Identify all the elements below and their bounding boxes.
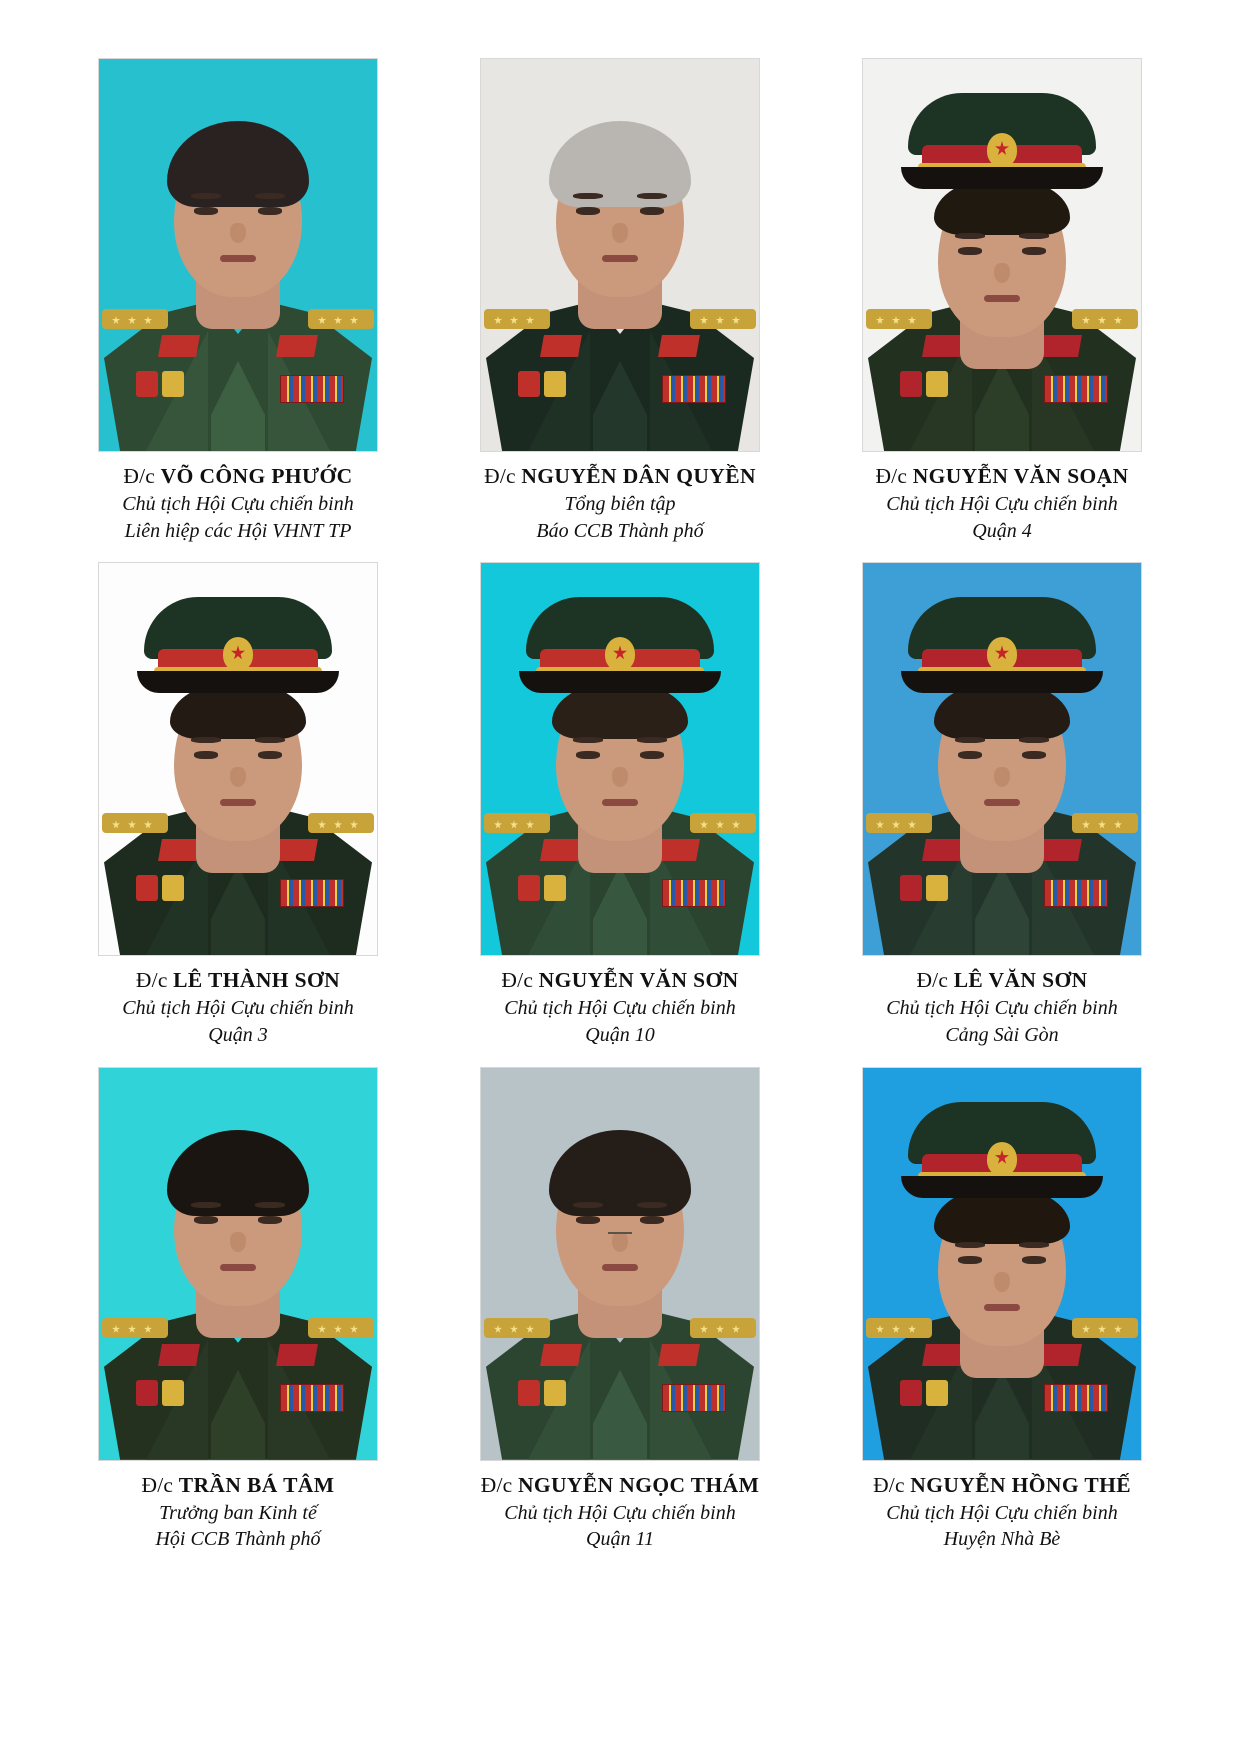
- shoulder-board-right: [690, 813, 756, 833]
- mouth: [984, 1304, 1020, 1311]
- person-name-line: [886, 966, 1117, 995]
- person-name: NGUYỄN VĂN SƠN: [538, 968, 739, 993]
- mouth: [984, 295, 1020, 302]
- portrait-caption: [122, 966, 353, 1048]
- eyebrow-left: [191, 1202, 221, 1208]
- person-name: NGUYỄN NGỌC THÁM: [517, 1472, 760, 1497]
- shoulder-board-right: [308, 813, 374, 833]
- collar-tab-right: [1040, 839, 1082, 861]
- mouth: [602, 1264, 638, 1271]
- medal-icon: [544, 875, 566, 901]
- collar-tab-left: [540, 839, 582, 861]
- shoulder-board-right: [1072, 309, 1138, 329]
- medal-icon: [518, 1380, 540, 1406]
- person-role: Chủ tịch Hội Cựu chiến binh: [886, 492, 1118, 515]
- portrait-grid: [62, 58, 1178, 1553]
- collar-tab-right: [1040, 1344, 1082, 1366]
- portrait-photo: [862, 58, 1142, 452]
- eye-right: [640, 207, 664, 215]
- person-role: Tổng biên tập: [564, 492, 676, 515]
- portrait-photo: [480, 1067, 760, 1461]
- person-name-line: [873, 1471, 1131, 1500]
- person-name: NGUYỄN DÂN QUYỀN: [521, 464, 756, 488]
- eye-left: [958, 247, 982, 255]
- mouth: [220, 799, 256, 806]
- person-role: Trưởng ban Kinh tế: [159, 1501, 317, 1524]
- eyebrow-left: [191, 193, 221, 199]
- military-cap-icon: [133, 597, 343, 697]
- ribbon-bar: [662, 879, 726, 907]
- person-role: Chủ tịch Hội Cựu chiến binh: [504, 997, 736, 1020]
- medal-icon: [518, 371, 540, 397]
- person-name-line: [481, 1471, 760, 1500]
- ribbon-bar: [1044, 375, 1108, 403]
- portrait-caption: [122, 462, 353, 544]
- collar-tab-right: [276, 335, 318, 357]
- mouth: [220, 255, 256, 262]
- person-name: LÊ THÀNH SƠN: [173, 968, 341, 993]
- person-name-line: [122, 966, 353, 995]
- person-role: Chủ tịch Hội Cựu chiến binh: [122, 492, 354, 515]
- shoulder-board-left: [102, 813, 168, 833]
- person-name: VÕ CÔNG PHƯỚC: [160, 464, 353, 488]
- ribbon-bar: [1044, 879, 1108, 907]
- portrait-cell: [826, 562, 1178, 1048]
- collar-tab-left: [922, 1344, 964, 1366]
- medal-icon: [162, 371, 184, 397]
- medal-icon: [926, 1380, 948, 1406]
- shoulder-board-left: [866, 813, 932, 833]
- shoulder-board-right: [1072, 1318, 1138, 1338]
- medal-icon: [900, 875, 922, 901]
- portrait-photo: [480, 58, 760, 452]
- portrait-caption: [875, 462, 1128, 544]
- nose: [230, 1232, 246, 1252]
- person-name-line: [501, 966, 738, 995]
- shoulder-board-left: [866, 1318, 932, 1338]
- collar-tab-right: [658, 335, 700, 357]
- medal-icon: [900, 371, 922, 397]
- collar-tab-right: [276, 1344, 318, 1366]
- ribbon-bar: [280, 1384, 344, 1412]
- eye-right: [258, 207, 282, 215]
- eye-left: [194, 751, 218, 759]
- medal-icon: [900, 1380, 922, 1406]
- military-cap-icon: [515, 597, 725, 697]
- portrait-photo: [480, 562, 760, 956]
- eye-left: [576, 207, 600, 215]
- portrait-photo: [98, 562, 378, 956]
- nose: [612, 767, 628, 787]
- shoulder-board-left: [484, 1318, 550, 1338]
- person-prefix: Đ/c: [141, 1472, 174, 1497]
- medal-icon: [926, 875, 948, 901]
- portrait-cell: [62, 1067, 414, 1553]
- person-name-line: [142, 1471, 335, 1500]
- eye-left: [958, 751, 982, 759]
- eye-right: [640, 751, 664, 759]
- eyebrow-right: [255, 193, 285, 199]
- eyebrow-right: [637, 193, 667, 199]
- portrait-cell: [444, 1067, 796, 1553]
- ribbon-bar: [662, 1384, 726, 1412]
- portrait-cell: [826, 1067, 1178, 1553]
- ribbon-bar: [662, 375, 726, 403]
- eye-right: [1022, 751, 1046, 759]
- person-unit: Quận 4: [972, 519, 1032, 542]
- eyebrow-left: [955, 1242, 985, 1248]
- shoulder-board-right: [690, 309, 756, 329]
- eye-right: [258, 1216, 282, 1224]
- collar-tab-left: [158, 839, 200, 861]
- person-name-line: [122, 462, 353, 491]
- eyebrow-right: [637, 1202, 667, 1208]
- portrait-photo: [862, 1067, 1142, 1461]
- collar-tab-right: [658, 1344, 700, 1366]
- person-role: Chủ tịch Hội Cựu chiến binh: [886, 1501, 1118, 1524]
- person-prefix: Đ/c: [875, 464, 908, 488]
- person-unit: Hội CCB Thành phố: [155, 1528, 321, 1551]
- portrait-caption: [501, 966, 738, 1048]
- medal-icon: [544, 371, 566, 397]
- person-prefix: Đ/c: [501, 968, 534, 993]
- eyebrow-right: [1019, 233, 1049, 239]
- eyeglasses-icon: [566, 1220, 674, 1246]
- nose: [612, 223, 628, 243]
- shoulder-board-right: [308, 1318, 374, 1338]
- shoulder-board-right: [690, 1318, 756, 1338]
- shoulder-board-left: [102, 1318, 168, 1338]
- eyebrow-right: [255, 1202, 285, 1208]
- military-cap-icon: [897, 597, 1107, 697]
- eye-right: [1022, 247, 1046, 255]
- shoulder-board-left: [484, 813, 550, 833]
- mouth: [602, 799, 638, 806]
- person-prefix: Đ/c: [916, 968, 949, 993]
- nose: [994, 263, 1010, 283]
- person-name-line: [875, 462, 1128, 491]
- portrait-caption: [873, 1471, 1131, 1553]
- portrait-caption: [484, 462, 756, 544]
- person-prefix: Đ/c: [873, 1472, 905, 1497]
- collar-tab-right: [276, 839, 318, 861]
- shoulder-board-right: [308, 309, 374, 329]
- shoulder-board-left: [866, 309, 932, 329]
- person-name-line: [484, 462, 756, 491]
- person-name: NGUYỄN HỒNG THẾ: [910, 1472, 1131, 1497]
- collar-tab-left: [540, 1344, 582, 1366]
- medal-icon: [926, 371, 948, 397]
- portrait-caption: [481, 1471, 760, 1553]
- portrait-cell: [62, 58, 414, 544]
- collar-tab-right: [658, 839, 700, 861]
- shoulder-board-left: [484, 309, 550, 329]
- collar-tab-left: [922, 839, 964, 861]
- collar-tab-left: [158, 335, 200, 357]
- medal-icon: [136, 371, 158, 397]
- portrait-caption: [886, 966, 1117, 1048]
- eye-left: [194, 207, 218, 215]
- collar-tab-left: [540, 335, 582, 357]
- person-prefix: Đ/c: [135, 968, 168, 993]
- eyebrow-left: [573, 1202, 603, 1208]
- person-prefix: Đ/c: [484, 464, 516, 488]
- mouth: [602, 255, 638, 262]
- military-cap-icon: [897, 1102, 1107, 1202]
- person-role: Chủ tịch Hội Cựu chiến binh: [504, 1501, 736, 1524]
- shoulder-board-left: [102, 309, 168, 329]
- nose: [230, 767, 246, 787]
- eye-right: [258, 751, 282, 759]
- portrait-photo: [98, 58, 378, 452]
- portrait-photo: [862, 562, 1142, 956]
- ribbon-bar: [280, 879, 344, 907]
- shoulder-board-right: [1072, 813, 1138, 833]
- person-unit: Cảng Sài Gòn: [945, 1023, 1059, 1046]
- person-unit: Báo CCB Thành phố: [536, 519, 704, 542]
- eye-left: [958, 1256, 982, 1264]
- mouth: [984, 799, 1020, 806]
- nose: [230, 223, 246, 243]
- military-cap-icon: [897, 93, 1107, 193]
- eyebrow-left: [955, 233, 985, 239]
- person-unit: Liên hiệp các Hội VHNT TP: [124, 519, 352, 542]
- medal-icon: [162, 1380, 184, 1406]
- medal-icon: [518, 875, 540, 901]
- portrait-caption: [142, 1471, 335, 1553]
- collar-tab-left: [158, 1344, 200, 1366]
- eye-left: [194, 1216, 218, 1224]
- eyebrow-right: [1019, 1242, 1049, 1248]
- person-role: Chủ tịch Hội Cựu chiến binh: [122, 997, 354, 1020]
- person-unit: Quận 10: [585, 1023, 655, 1046]
- person-name: NGUYỄN VĂN SOẠN: [912, 464, 1129, 488]
- collar-tab-left: [922, 335, 964, 357]
- medal-icon: [136, 875, 158, 901]
- portrait-cell: [444, 562, 796, 1048]
- portrait-cell: [62, 562, 414, 1048]
- nose: [994, 1272, 1010, 1292]
- portrait-cell: [444, 58, 796, 544]
- mouth: [220, 1264, 256, 1271]
- portrait-photo: [98, 1067, 378, 1461]
- eye-right: [1022, 1256, 1046, 1264]
- ribbon-bar: [280, 375, 344, 403]
- person-name: TRẦN BÁ TÂM: [178, 1472, 335, 1497]
- person-prefix: Đ/c: [123, 464, 156, 488]
- eyebrow-left: [573, 193, 603, 199]
- person-unit: Quận 11: [586, 1528, 654, 1551]
- eye-left: [576, 751, 600, 759]
- medal-icon: [162, 875, 184, 901]
- nose: [994, 767, 1010, 787]
- collar-tab-right: [1040, 335, 1082, 357]
- person-name: LÊ VĂN SƠN: [953, 968, 1088, 993]
- medal-icon: [544, 1380, 566, 1406]
- person-prefix: Đ/c: [480, 1472, 513, 1497]
- ribbon-bar: [1044, 1384, 1108, 1412]
- portrait-cell: [826, 58, 1178, 544]
- person-unit: Quận 3: [208, 1023, 268, 1046]
- medal-icon: [136, 1380, 158, 1406]
- person-unit: Huyện Nhà Bè: [943, 1528, 1061, 1551]
- person-role: Chủ tịch Hội Cựu chiến binh: [886, 997, 1118, 1020]
